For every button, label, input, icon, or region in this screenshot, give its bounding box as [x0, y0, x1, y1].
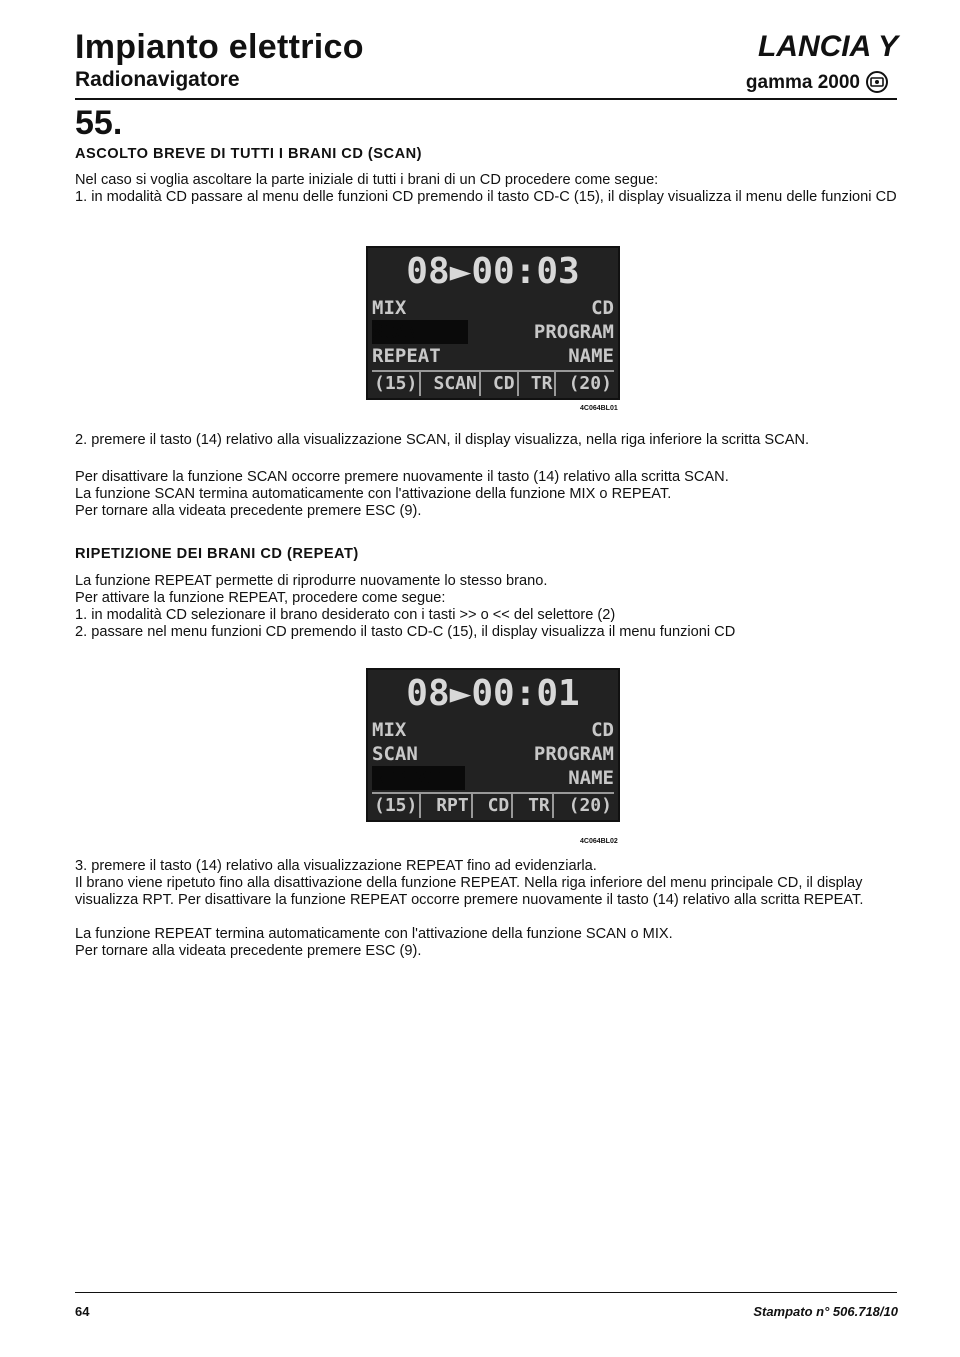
section-number: 55. [75, 104, 123, 142]
figure-caption: 4C064BL01 [580, 405, 618, 412]
lcd-foot-2: SCAN [431, 372, 480, 396]
repeat-step-2: 2. passare nel menu funzioni CD premendo il tasto CD-C (15), il display visualizza il menu funzioni CD [75, 624, 736, 640]
repeat-para-4: La funzione REPEAT termina automaticamente con l'attivazione della funzione SCAN o MIX. [75, 926, 673, 942]
footer-rule [75, 1292, 897, 1293]
lcd-foot-1: (15) [372, 372, 421, 396]
repeat-para-2: Per attivare la funzione REPEAT, procedere come segue: [75, 590, 446, 606]
page-title: Impianto elettrico [75, 28, 364, 66]
lcd-figure-repeat [366, 668, 620, 822]
lcd-scan: SCAN [372, 743, 418, 765]
lcd-foot-5: (20) [568, 795, 612, 816]
scan-step-2: 2. premere il tasto (14) relativo alla visualizzazione SCAN, il display visualizza, nella riga inferiore la scritta SCAN. [75, 432, 810, 448]
page-subtitle: Radionavigatore [75, 68, 240, 91]
lcd-foot-4: TR [526, 794, 554, 818]
cd-radio-icon [865, 70, 889, 94]
brand-label: LANCIA Y [757, 30, 898, 63]
lcd-name: NAME [568, 767, 614, 789]
lcd-time: 08►00:01 [406, 673, 580, 714]
lcd-foot-3: CD [491, 372, 519, 396]
lcd-foot-4: TR [529, 372, 557, 396]
header-rule [75, 98, 897, 100]
scan-para-2: La funzione SCAN termina automaticamente con l'attivazione della funzione MIX o REPEAT. [75, 486, 672, 502]
lcd-cd: CD [591, 297, 614, 319]
range-label: gamma 2000 [745, 72, 860, 93]
lcd-repeat: REPEAT [372, 345, 441, 367]
scan-para-1: Per disattivare la funzione SCAN occorre premere nuovamente il tasto (14) relativo alla scritta SCAN. [75, 469, 729, 485]
repeat-heading: RIPETIZIONE DEI BRANI CD (REPEAT) [75, 546, 359, 562]
repeat-para-5: Per tornare alla videata precedente premere ESC (9). [75, 943, 422, 959]
lcd-foot-1: (15) [372, 794, 421, 818]
lcd-time: 08►00:03 [406, 251, 580, 292]
scan-para-3: Per tornare alla videata precedente premere ESC (9). [75, 503, 422, 519]
repeat-step-1: 1. in modalità CD selezionare il brano desiderato con i tasti >> o << del selettore (2) [75, 607, 616, 623]
lcd-mix: MIX [372, 719, 407, 741]
scan-step-1: 1. in modalità CD passare al menu delle funzioni CD premendo il tasto CD-C (15), il display visualizza il menu delle funzioni CD [75, 189, 897, 205]
lcd-footer [372, 792, 614, 818]
lcd-figure-scan [366, 246, 620, 400]
repeat-para-1: La funzione REPEAT permette di riprodurre nuovamente lo stesso brano. [75, 573, 548, 589]
lcd-scan-highlight: SCAN [372, 320, 468, 344]
print-reference: Stampato n° 506.718/10 [753, 1304, 898, 1319]
lcd-repeat-highlight: REPEAT [372, 766, 465, 790]
lcd-program: PROGRAM [533, 321, 614, 343]
lcd-footer [372, 370, 614, 396]
lcd-foot-5: (20) [568, 373, 612, 394]
repeat-step-3: 3. premere il tasto (14) relativo alla visualizzazione REPEAT fino ad evidenziarla. [75, 858, 597, 874]
repeat-para-3: Il brano viene ripetuto fino alla disattivazione della funzione REPEAT. Nella riga inferiore del menu principale CD, il display visualizza RPT. Per disattivare la funzione REPEAT occorre premere nuovamente il tasto (14) relativo alla scritta REPEAT. [75, 875, 864, 908]
page-number: 64 [75, 1304, 90, 1319]
lcd-cd: CD [591, 719, 614, 741]
lcd-foot-3: CD [486, 794, 514, 818]
lcd-program: PROGRAM [533, 743, 614, 765]
scan-heading: ASCOLTO BREVE DI TUTTI I BRANI CD (SCAN) [75, 146, 423, 162]
lcd-foot-2: RPT [434, 794, 473, 818]
lcd-name: NAME [568, 345, 614, 367]
scan-intro: Nel caso si voglia ascoltare la parte iniziale di tutti i brani di un CD procedere come segue: [75, 172, 659, 188]
figure-caption: 4C064BL02 [580, 838, 618, 845]
lcd-mix: MIX [372, 297, 407, 319]
